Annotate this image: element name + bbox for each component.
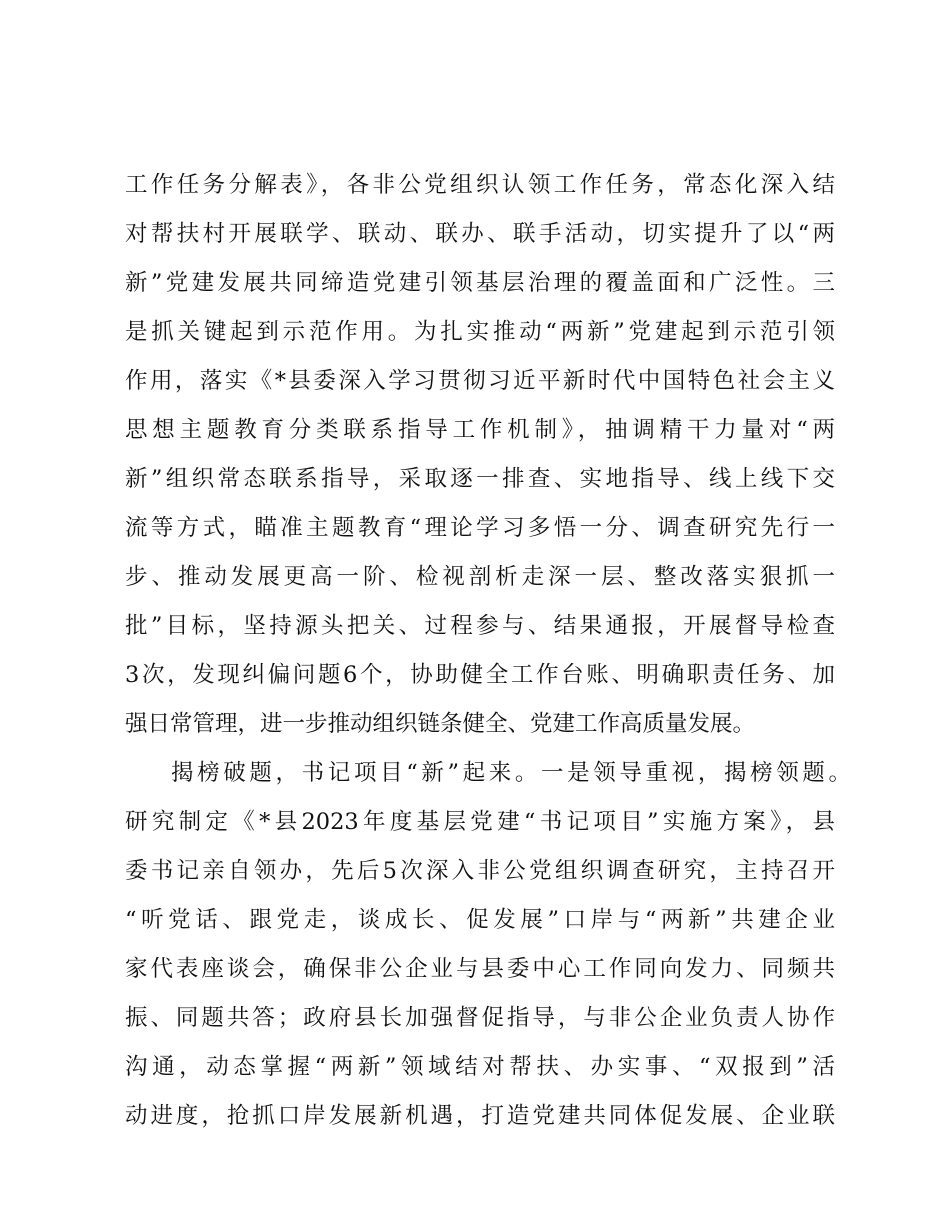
text-line: 动进度，抢抓口岸发展新机遇，打造党建共同体促发展、企业联 [125,1103,835,1129]
text-line: 是抓关键起到示范作用。为扎实推动“两新”党建起到示范引领 [125,319,835,345]
text-line: 新”组织常态联系指导，采取逐一排查、实地指导、线上线下交 [125,466,835,492]
paragraph-heading-line: 揭榜破题，书记项目“新”起来。一是领导重视，揭榜领题。 [171,760,851,786]
text-line: 委书记亲自领办，先后5次深入非公党组织调查研究，主持召开 [125,858,835,884]
text-line: 研究制定《*县2023年度基层党建“书记项目”实施方案》，县 [125,809,835,835]
text-line: 步、推动发展更高一阶、检视剖析走深一层、整改落实狠抓一 [125,564,835,590]
text-line: 沟通，动态掌握“两新”领域结对帮扶、办实事、“双报到”活 [125,1054,835,1080]
text-line: 新”党建发展共同缔造党建引领基层治理的覆盖面和广泛性。三 [125,270,835,296]
text-line: 思想主题教育分类联系指导工作机制》，抽调精干力量对“两 [125,417,835,443]
text-line: 家代表座谈会，确保非公企业与县委中心工作同向发力、同频共 [125,956,835,982]
text-line: 3次，发现纠偏问题6个，协助健全工作台账、明确职责任务、加 [125,662,835,688]
text-line: 作用，落实《*县委深入学习贯彻习近平新时代中国特色社会主义 [125,368,835,394]
text-line: 流等方式，瞄准主题教育“理论学习多悟一分、调查研究先行一 [125,515,835,541]
text-line: 振、同题共答；政府县长加强督促指导，与非公企业负责人协作 [125,1005,835,1031]
text-line: 强日常管理，进一步推动组织链条健全、党建工作高质量发展。 [125,711,756,737]
text-line: 批”目标，坚持源头把关、过程参与、结果通报，开展督导检查 [125,613,835,639]
text-line: “听党话、跟党走，谈成长、促发展”口岸与“两新”共建企业 [125,907,835,933]
text-line: 对帮扶村开展联学、联动、联办、联手活动，切实提升了以“两 [125,221,835,247]
text-line: 工作任务分解表》，各非公党组织认领工作任务，常态化深入结 [125,172,835,198]
